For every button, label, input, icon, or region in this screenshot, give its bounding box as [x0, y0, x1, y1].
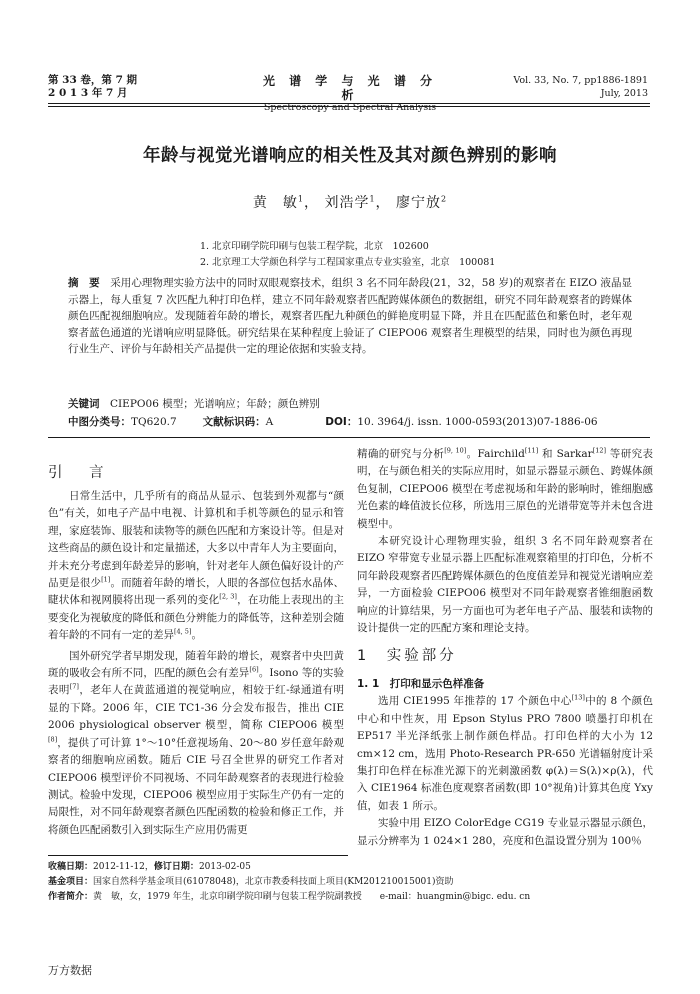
citation: [6] — [249, 665, 259, 674]
keywords — [68, 396, 650, 412]
abstract-rule — [48, 437, 650, 438]
author-separator: ， — [304, 195, 319, 211]
section-heading-experiment: 1 实验部分 — [357, 648, 457, 665]
footnote-dates: 收稿日期：2012-11-12，修订日期：2013-02-05 — [48, 862, 251, 872]
issue-info-en — [513, 74, 648, 100]
affiliation-2: 2. 北京理工大学颜色科学与工程国家重点专业实验室，北京 100081 — [200, 257, 496, 268]
classification-line — [68, 414, 650, 430]
right-column — [357, 446, 653, 850]
abstract-label: 摘 要 — [68, 277, 100, 289]
citation: [2, 3] — [219, 592, 237, 601]
author-list — [40, 192, 660, 212]
volume-en: Vol. 33, No. 7, pp1886-1891 — [513, 75, 648, 86]
author-name: 黄 敏 — [252, 195, 298, 211]
footnote-author: 作者简介：黄 敏，女，1979 年生，北京印刷学院印刷与包装工程学院副教授 e-mail：huangmin@bigc. edu. cn — [48, 892, 531, 902]
date-cn: 2 0 1 3 年 7 月 — [48, 87, 128, 99]
citation: [11] — [524, 446, 539, 455]
affiliation-1: 1. 北京印刷学院印刷与包装工程学院，北京 102600 — [200, 241, 429, 252]
keywords-text: CIEPO06 模型；光谱响应；年龄；颜色辨别 — [110, 398, 320, 410]
citation: [13] — [571, 693, 585, 702]
keywords-label: 关键词 — [68, 398, 100, 410]
author-separator: ， — [375, 195, 391, 211]
citation: [9, 10] — [444, 446, 467, 455]
author-affil-mark: 1 — [369, 194, 376, 204]
author-affil-mark: 2 — [441, 194, 448, 204]
clc-label: 中图分类号： — [68, 416, 131, 428]
footnote-funding: 基金项目：国家自然科学基金项目(61078048)，北京市教委科技面上项目(KM201210015001)资助 — [48, 877, 454, 887]
left-column — [48, 488, 344, 839]
citation: [8] — [48, 735, 58, 744]
watermark: 万方数据 — [48, 964, 92, 977]
doi-label: DOI： — [325, 416, 358, 428]
header-rule-thin — [48, 106, 650, 107]
author-affil-mark: 1 — [297, 194, 304, 204]
volume-cn: 第 33 卷，第 7 期 — [48, 74, 138, 86]
clc-value: TQ620.7 — [131, 416, 177, 428]
paper-title: 年龄与视觉光谱响应的相关性及其对颜色辨别的影响 — [143, 146, 557, 166]
footnote — [48, 860, 650, 905]
author-name: 廖宁放 — [396, 195, 441, 211]
date-en: July, 2013 — [600, 88, 648, 99]
journal-name-en: Spectroscopy and Spectral Analysis — [263, 102, 437, 113]
doi-value: 10. 3964/j. issn. 1000-0593(2013)07-1886-06 — [357, 416, 598, 428]
doc-code-label: 文献标识码： — [202, 416, 266, 428]
header-rule — [48, 103, 650, 104]
intro-paragraph-3: 精确的研究与分析[9, 10]。Fairchild[11] 和 Sarkar[12] 等研究表明，在与颜色相关的实际应用时，如显示器显示颜色、跨媒体颜色复制，CIEPO06 模型在考虑视场和年龄的影响时，锥细胞感光色素的峰值波长位移，所选用三原色的光谱带宽等并未包含进模型中。 — [357, 446, 653, 530]
experiment-paragraph-2: 实验中用 EIZO ColorEdge CG19 专业显示器显示颜色，显示分辨率为 1 024×1 280，亮度和色温设置分别为 100％ — [357, 817, 653, 847]
experiment-paragraph-1: 选用 CIE1995 年推荐的 17 个颜色中心[13]中的 8 个颜色中心和中性灰，用 Epson Stylus PRO 7800 喷墨打印机在 EP517 半光泽纸张上制作颜色样品。打印色样的大小为 12 cm×12 cm，选用 Photo-Research PR-650 光谱辐射度计采集打印色样在标准光源下的光刺激函数 φ(λ)＝S(λ)×ρ(λ)，代入 CIE1964 标准色度观察者函数(即 10°视角)计算其色度 Yxy 值，如表 1 所示。 — [357, 693, 653, 812]
abstract-text: 采用心理物理实验方法中的同时双眼观察技术，组织 3 名不同年龄段(21，32，58 岁)的观察者在 EIZO 液晶显示器上，每人重复 7 次匹配九种打印色样，建立不同年龄观察者匹配跨媒体颜色的数据组，研究不同年龄观察者的跨媒体颜色匹配视细胞响应。发现随着年龄的增长，观察者匹配九种颜色的鲜艳度明显下降，并且在匹配蓝色和紫色时，老年观察者蓝色通道的光谱响应明显降低。研究结果在某种程度上验证了 CIEPO06 观察者生理模型的结果，同时也为颜色再现行业生产、评价与年龄相关产品提供一定的理论依据和实验支持。 — [68, 277, 633, 356]
intro-paragraph-4: 本研究设计心理物理实验，组织 3 名不同年龄观察者在 EIZO 窄带宽专业显示器上匹配标准观察箱里的打印色，分析不同年龄段观察者匹配跨媒体颜色的色度值差异和视觉光谱响应差异，一方面检验 CIEPO06 模型对不同年龄观察者锥细胞函数响应的计算结果，另一方面也可为老年电子产品、服装和读物的设计提供一定的匹配方案和理论支持。 — [357, 535, 653, 635]
citation: [12] — [592, 446, 607, 455]
intro-paragraph-1: 日常生活中，几乎所有的商品从显示、包装到外观都与“颜色”有关，如电子产品中电视、计算机和手机等颜色的显示和管理，家庭装饰、服装和读物等的颜色匹配和方案设计等。但是对这些商品的颜色设计和定量描述，大多以中青年人为主要面向，并未充分考虑到年龄差异的影响，针对老年人颜色偏好设计的产品更是很少[1]。而随着年龄的增长，人眼的各部位包括水晶体、睫状体和视网膜将出现一系列的变化[2, 3]，在功能上表现出的主要变化为视敏度的降低和颜色分辨能力的降低等，这种差别会随着年龄的不同有一定的差异[4, 5]。 — [48, 490, 345, 642]
abstract — [68, 275, 632, 358]
intro-paragraph-2: 国外研究学者早期发现，随着年龄的增长，观察者中央凹黄斑的吸收会有所不同，匹配的颜色会有差异[6]。Isono 等的实验表明[7]，老年人在黄蓝通道的视觉响应，相较于红-绿通道有明显的下降。2006 年，CIE TC1-36 分会发布报告，推出 CIE 2006 physiological observer 模型，简称 CIEPO06 模型[8]，提供了可计算 1°～10°任意视场角、20～80 岁任意年龄观察者的细胞响应函数。随后 CIE 号召全世界的研究工作者对 CIEPO06 模型评价不同视场、不同年龄观察者的表现进行检验测试。检验中发现，CIEPO06 模型应用于实际生产仍有一定的局限性，对不同年龄观察者颜色匹配函数的检验和修正工作，并将颜色匹配函数引入到实际生产应用仍需更 — [48, 649, 345, 836]
section-heading-intro: 引 言 — [48, 465, 110, 481]
author-name: 刘浩学 — [324, 195, 370, 211]
journal-name — [250, 74, 450, 114]
journal-name-cn: 光 谱 学 与 光 谱 分 析 — [262, 74, 438, 102]
doc-code-value: A — [265, 416, 274, 428]
subsection-heading-1-1: 1. 1 打印和显示色样准备 — [357, 677, 485, 690]
citation: [1] — [101, 575, 111, 584]
citation: [7] — [69, 682, 79, 691]
footnote-rule — [48, 855, 348, 856]
citation: [4, 5] — [174, 627, 192, 636]
issue-info — [48, 74, 137, 100]
